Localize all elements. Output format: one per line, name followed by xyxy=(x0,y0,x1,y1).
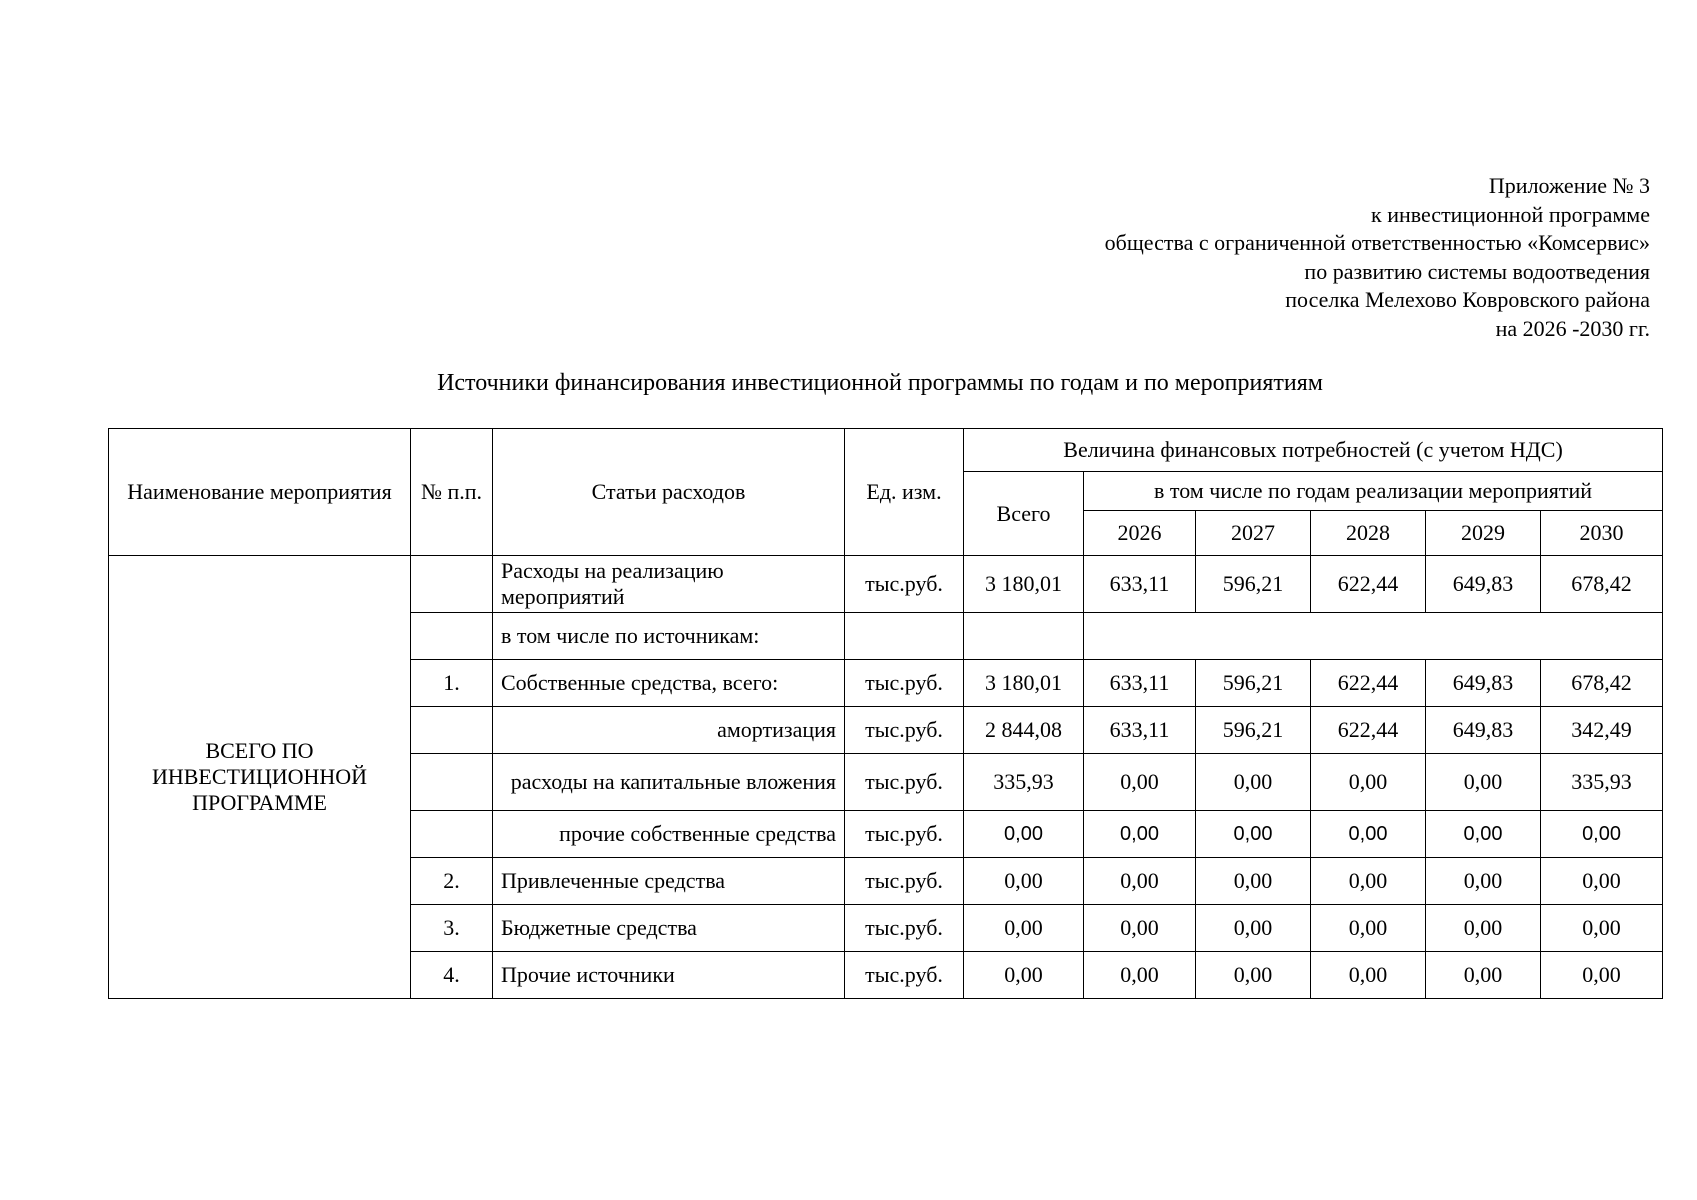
row-unit: тыс.руб. xyxy=(845,811,964,858)
row-value: 596,21 xyxy=(1196,707,1311,754)
header-unit: Ед. изм. xyxy=(845,429,964,556)
row-value: 649,83 xyxy=(1426,707,1541,754)
header-year: 2030 xyxy=(1541,511,1663,556)
row-item: амортизация xyxy=(493,707,845,754)
row-value: 0,00 xyxy=(1196,905,1311,952)
row-value: 649,83 xyxy=(1426,556,1541,613)
row-value: 342,49 xyxy=(1541,707,1663,754)
row-empty-values xyxy=(1084,613,1663,660)
row-value: 0,00 xyxy=(1196,952,1311,999)
row-total: 2 844,08 xyxy=(964,707,1084,754)
row-num xyxy=(411,707,493,754)
header-by-years: в том числе по годам реализации мероприятий xyxy=(1084,472,1663,511)
row-value: 649,83 xyxy=(1426,660,1541,707)
row-unit: тыс.руб. xyxy=(845,905,964,952)
appendix-line: поселка Мелехово Ковровского района xyxy=(1285,287,1650,312)
row-num: 3. xyxy=(411,905,493,952)
row-unit xyxy=(845,613,964,660)
row-value: 622,44 xyxy=(1311,660,1426,707)
row-value: 0,00 xyxy=(1311,811,1426,858)
row-item: Привлеченные средства xyxy=(493,858,845,905)
row-total xyxy=(964,613,1084,660)
row-total: 3 180,01 xyxy=(964,660,1084,707)
header-expense-items: Статьи расходов xyxy=(493,429,845,556)
row-value: 622,44 xyxy=(1311,556,1426,613)
row-value: 0,00 xyxy=(1196,858,1311,905)
appendix-line: общества с ограниченной ответственностью «Комсервис» xyxy=(1104,230,1650,255)
financing-table xyxy=(108,428,1663,999)
row-value: 0,00 xyxy=(1084,754,1196,811)
row-value: 0,00 xyxy=(1196,811,1311,858)
row-value: 0,00 xyxy=(1084,811,1196,858)
row-num xyxy=(411,754,493,811)
row-total: 0,00 xyxy=(964,811,1084,858)
row-value: 678,42 xyxy=(1541,660,1663,707)
row-value: 0,00 xyxy=(1084,858,1196,905)
row-unit: тыс.руб. xyxy=(845,707,964,754)
appendix-line: к инвестиционной программе xyxy=(1371,201,1650,227)
row-item: Расходы на реализацию мероприятий xyxy=(493,556,845,613)
row-unit: тыс.руб. xyxy=(845,754,964,811)
header-event-name: Наименование мероприятия xyxy=(109,429,411,556)
row-value: 0,00 xyxy=(1426,811,1541,858)
row-value: 0,00 xyxy=(1311,754,1426,811)
row-item: Прочие источники xyxy=(493,952,845,999)
row-total: 0,00 xyxy=(964,858,1084,905)
appendix-line: на 2026 -2030 гг. xyxy=(1495,315,1650,341)
header-year: 2029 xyxy=(1426,511,1541,556)
header-year: 2027 xyxy=(1196,511,1311,556)
row-unit: тыс.руб. xyxy=(845,556,964,613)
row-value: 0,00 xyxy=(1426,952,1541,999)
row-num: 2. xyxy=(411,858,493,905)
row-value: 596,21 xyxy=(1196,556,1311,613)
header-year: 2026 xyxy=(1084,511,1196,556)
row-value: 0,00 xyxy=(1541,858,1663,905)
row-total: 335,93 xyxy=(964,754,1084,811)
row-num xyxy=(411,811,493,858)
header-total: Всего xyxy=(964,472,1084,556)
row-unit: тыс.руб. xyxy=(845,858,964,905)
row-unit: тыс.руб. xyxy=(845,952,964,999)
row-value: 0,00 xyxy=(1426,905,1541,952)
row-value: 0,00 xyxy=(1541,952,1663,999)
row-item: Бюджетные средства xyxy=(493,905,845,952)
row-value: 622,44 xyxy=(1311,707,1426,754)
row-item: в том числе по источникам: xyxy=(493,613,845,660)
header-num: № п.п. xyxy=(411,429,493,556)
row-value: 0,00 xyxy=(1311,858,1426,905)
row-value: 0,00 xyxy=(1541,905,1663,952)
row-num xyxy=(411,556,493,613)
row-value: 0,00 xyxy=(1426,754,1541,811)
row-item: Собственные средства, всего: xyxy=(493,660,845,707)
row-num xyxy=(411,613,493,660)
event-name-cell: ВСЕГО ПО ИНВЕСТИЦИОННОЙ ПРОГРАММЕ xyxy=(109,556,411,999)
table-row xyxy=(109,556,1663,613)
row-unit: тыс.руб. xyxy=(845,660,964,707)
document-title: Источники финансирования инвестиционной программы по годам и по мероприятиям xyxy=(437,370,1323,396)
row-value: 0,00 xyxy=(1426,858,1541,905)
row-value: 596,21 xyxy=(1196,660,1311,707)
row-item: расходы на капитальные вложения xyxy=(493,754,845,811)
appendix-header xyxy=(1105,172,1650,343)
header-financial-needs: Величина финансовых потребностей (с учетом НДС) xyxy=(964,429,1663,472)
row-total: 3 180,01 xyxy=(964,556,1084,613)
row-num: 4. xyxy=(411,952,493,999)
row-value: 633,11 xyxy=(1084,660,1196,707)
appendix-line: Приложение № 3 xyxy=(1488,173,1650,198)
row-value: 0,00 xyxy=(1084,905,1196,952)
row-value: 335,93 xyxy=(1541,754,1663,811)
row-value: 0,00 xyxy=(1311,952,1426,999)
row-value: 678,42 xyxy=(1541,556,1663,613)
row-total: 0,00 xyxy=(964,952,1084,999)
row-value: 0,00 xyxy=(1311,905,1426,952)
row-value: 0,00 xyxy=(1541,811,1663,858)
row-value: 0,00 xyxy=(1084,952,1196,999)
row-value: 0,00 xyxy=(1196,754,1311,811)
row-item: прочие собственные средства xyxy=(493,811,845,858)
row-num: 1. xyxy=(411,660,493,707)
row-total: 0,00 xyxy=(964,905,1084,952)
row-value: 633,11 xyxy=(1084,556,1196,613)
row-value: 633,11 xyxy=(1084,707,1196,754)
header-year: 2028 xyxy=(1311,511,1426,556)
appendix-line: по развитию системы водоотведения xyxy=(1304,258,1650,284)
